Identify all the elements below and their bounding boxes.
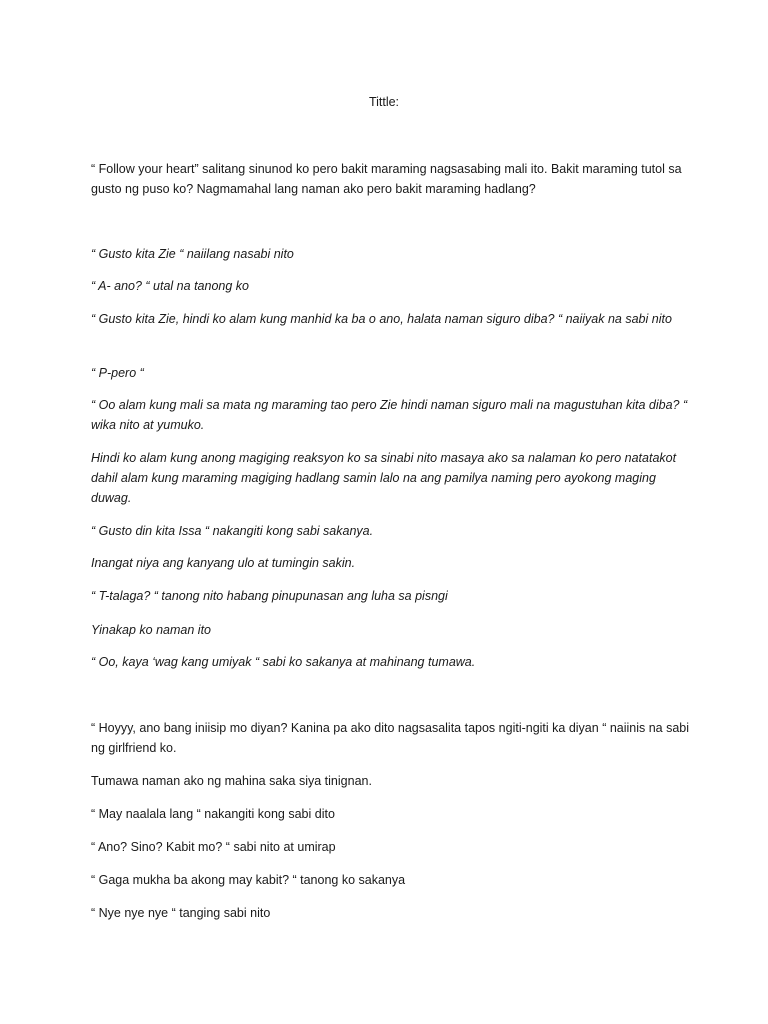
paragraph-6: “ Oo alam kung mali sa mata ng maraming tao pero Zie hindi naman siguro mali na magustuhan kita diba? “ wika nito at yumuko. [91, 398, 688, 432]
paragraph-9: Inangat niya ang kanyang ulo at tumingin sakin. [91, 556, 356, 570]
paragraph-10: “ T-talaga? “ tanong nito habang pinupunasan ang luha sa pisngi [91, 589, 448, 603]
paragraph-3: “ A- ano? “ utal na tanong ko [91, 279, 249, 293]
paragraph-4: “ Gusto kita Zie, hindi ko alam kung manhid ka ba o ano, halata naman siguro diba? “ naiiyak na sabi nito [91, 312, 672, 326]
paragraph-7: Hindi ko alam kung anong magiging reaksyon ko sa sinabi nito masaya ako sa nalaman ko pero natatakot dahil alam kung maraming magiging hadlang samin lalo na ang pamilya naming pero ayokong maging duwag. [91, 451, 677, 505]
paragraph-14: Tumawa naman ako ng mahina saka siya tinignan. [91, 774, 372, 788]
paragraph-13: “ Hoyyy, ano bang iniisip mo diyan? Kanina pa ako dito nagsasalita tapos ngiti-ngiti ka diyan “ naiinis na sabi ng girlfriend ko. [91, 721, 690, 755]
document-title: Tittle: [368, 95, 400, 109]
paragraph-5: “ P-pero “ [91, 366, 144, 380]
paragraph-2: “ Gusto kita Zie “ naiilang nasabi nito [91, 247, 294, 261]
paragraph-1: “ Follow your heart” salitang sinunod ko pero bakit maraming nagsasabing mali ito. Bakit maraming tutol sa gusto ng puso ko? Nagmamahal lang naman ako pero bakit maraming hadlang? [91, 162, 682, 196]
paragraph-12: “ Oo, kaya ‘wag kang umiyak “ sabi ko sakanya at mahinang tumawa. [91, 655, 476, 669]
paragraph-8: “ Gusto din kita Issa “ nakangiti kong sabi sakanya. [91, 524, 374, 538]
paragraph-11: Yinakap ko naman ito [91, 623, 211, 637]
paragraph-15: “ May naalala lang “ nakangiti kong sabi dito [91, 807, 335, 821]
paragraph-17: “ Gaga mukha ba akong may kabit? “ tanong ko sakanya [91, 873, 406, 887]
paragraph-16: “ Ano? Sino? Kabit mo? “ sabi nito at umirap [91, 840, 336, 854]
paragraph-18: “ Nye nye nye “ tanging sabi nito [91, 906, 271, 920]
